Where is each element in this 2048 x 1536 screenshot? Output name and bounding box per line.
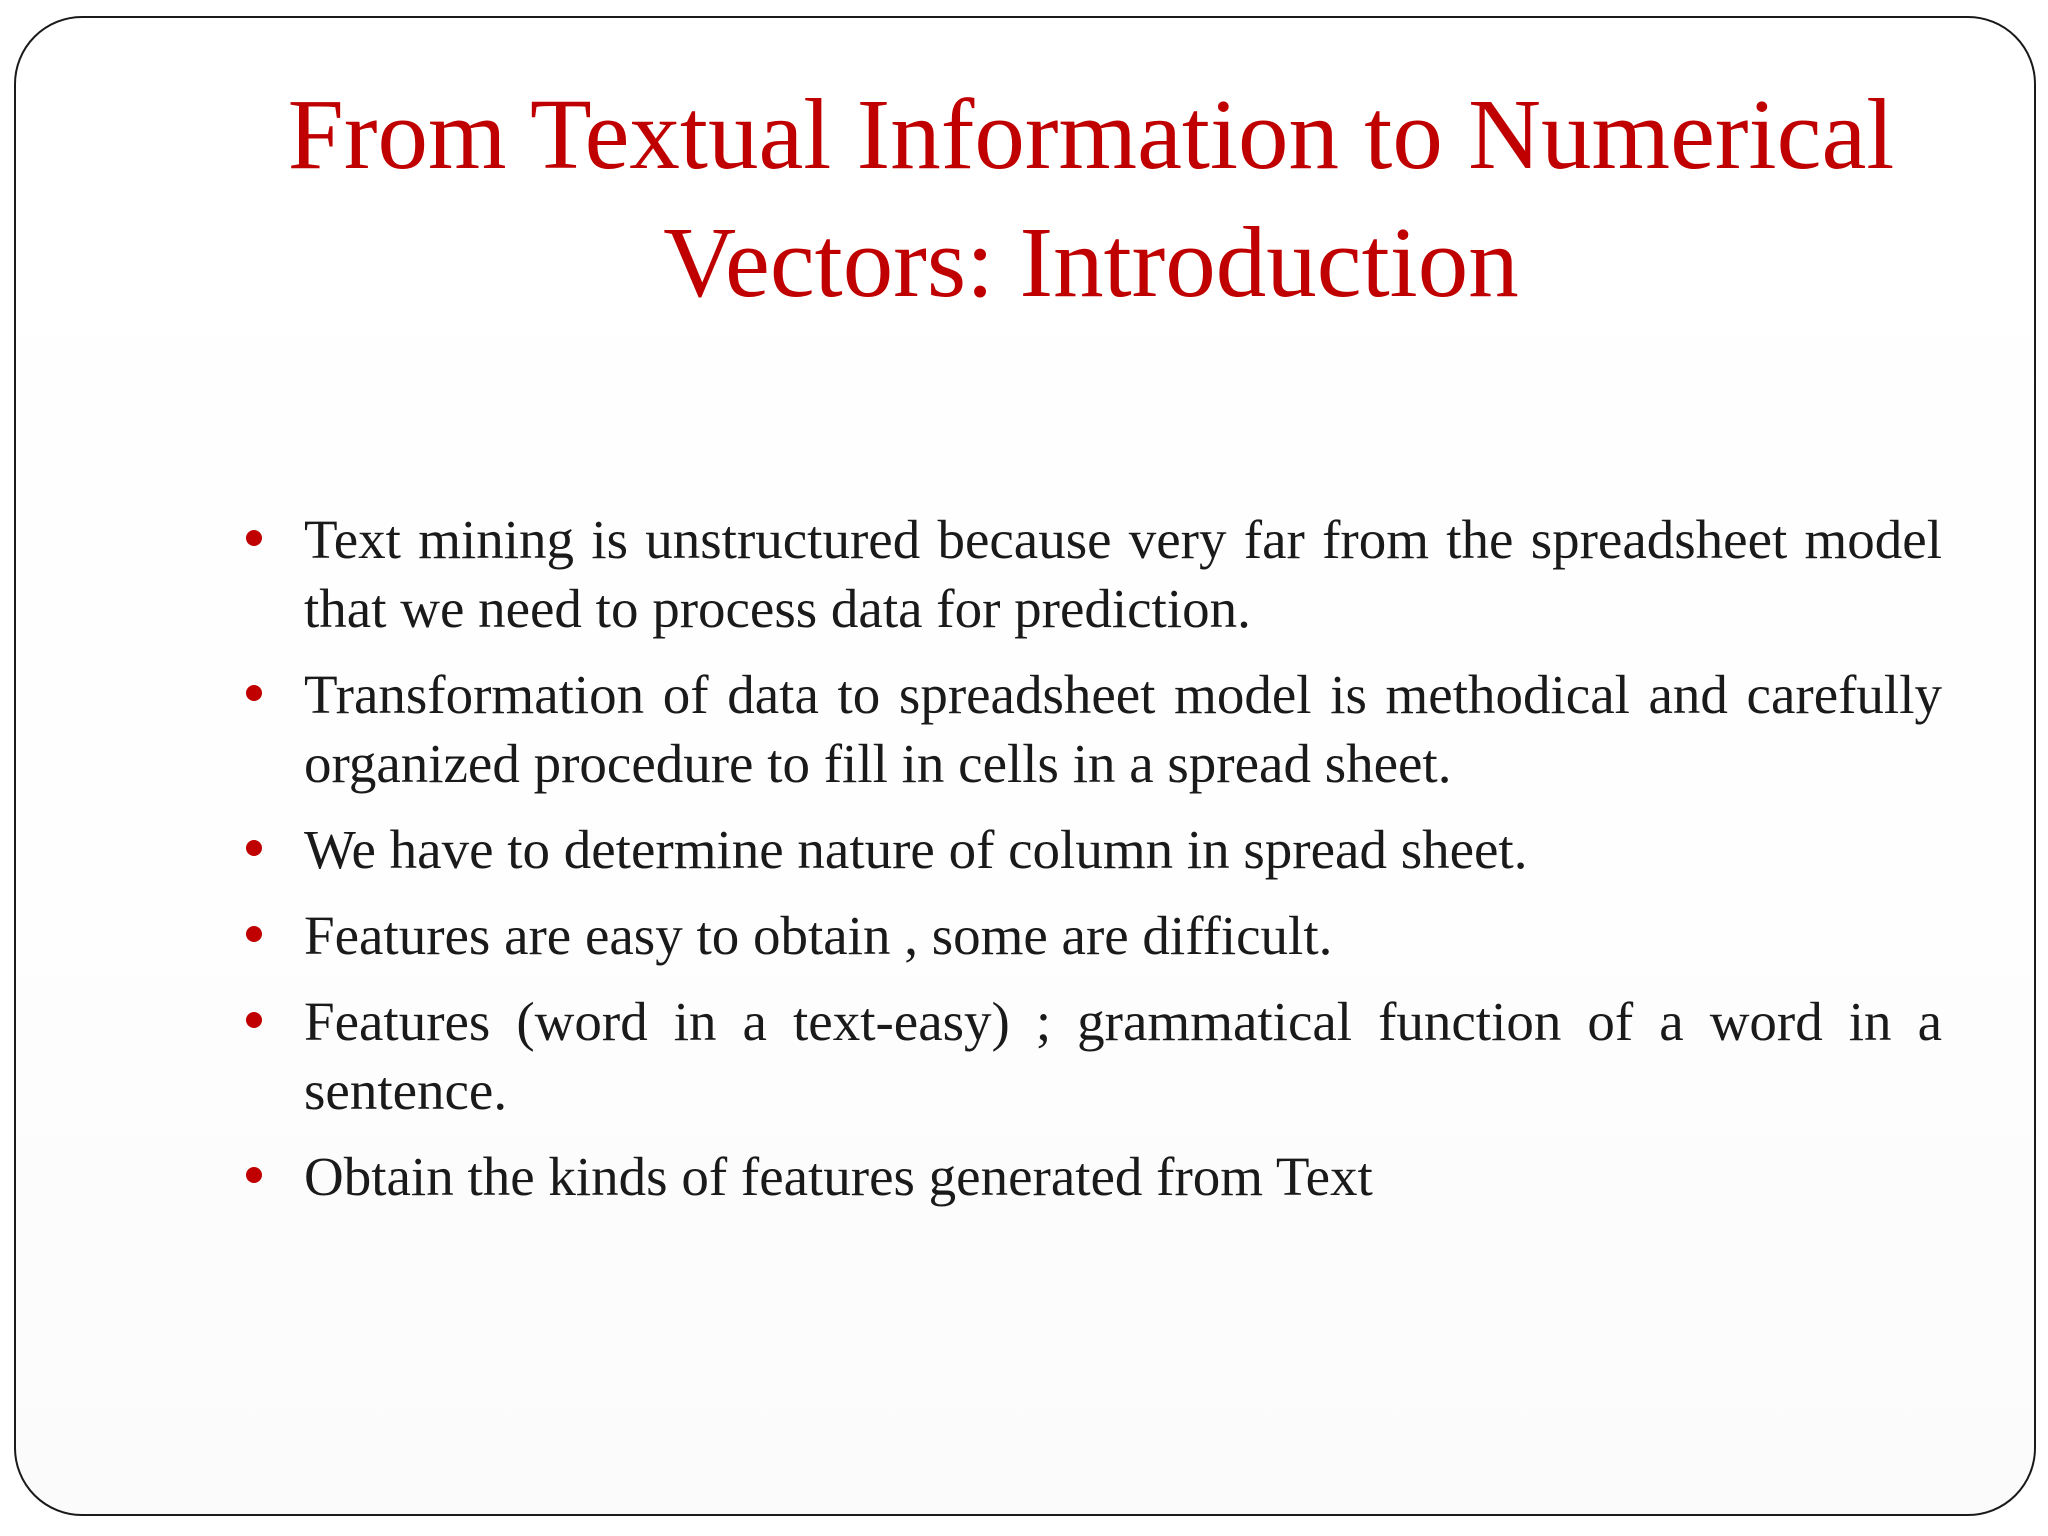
- bullet-dot-icon: [246, 530, 262, 546]
- bullet-dot-icon: [246, 685, 262, 701]
- bullet-list: [246, 505, 1942, 1228]
- bullet-text: Features (word in a text-easy) ; grammatical function of a word in a sentence.: [304, 991, 1942, 1121]
- bullet-text: We have to determine nature of column in spread sheet.: [304, 819, 1528, 880]
- bullet-item: [246, 1142, 1942, 1211]
- bullet-dot-icon: [246, 926, 262, 942]
- bullet-item: [246, 660, 1942, 798]
- bullet-text: Features are easy to obtain , some are difficult.: [304, 905, 1333, 966]
- bullet-item: [246, 815, 1942, 884]
- bullet-dot-icon: [246, 1012, 262, 1028]
- slide-frame: [14, 16, 2036, 1516]
- bullet-dot-icon: [246, 840, 262, 856]
- slide-title: From Textual Information to Numerical Vectors: Introduction: [287, 78, 1895, 318]
- bullet-dot-icon: [246, 1167, 262, 1183]
- bullet-item: [246, 987, 1942, 1125]
- bullet-text: Obtain the kinds of features generated from Text: [304, 1146, 1373, 1207]
- bullet-text: Text mining is unstructured because very far from the spreadsheet model that we need to process data for prediction.: [304, 509, 1942, 639]
- bullet-text: Transformation of data to spreadsheet model is methodical and carefully organized procedure to fill in cells in a spread sheet.: [304, 664, 1942, 794]
- bullet-item: [246, 901, 1942, 970]
- bullet-item: [246, 505, 1942, 643]
